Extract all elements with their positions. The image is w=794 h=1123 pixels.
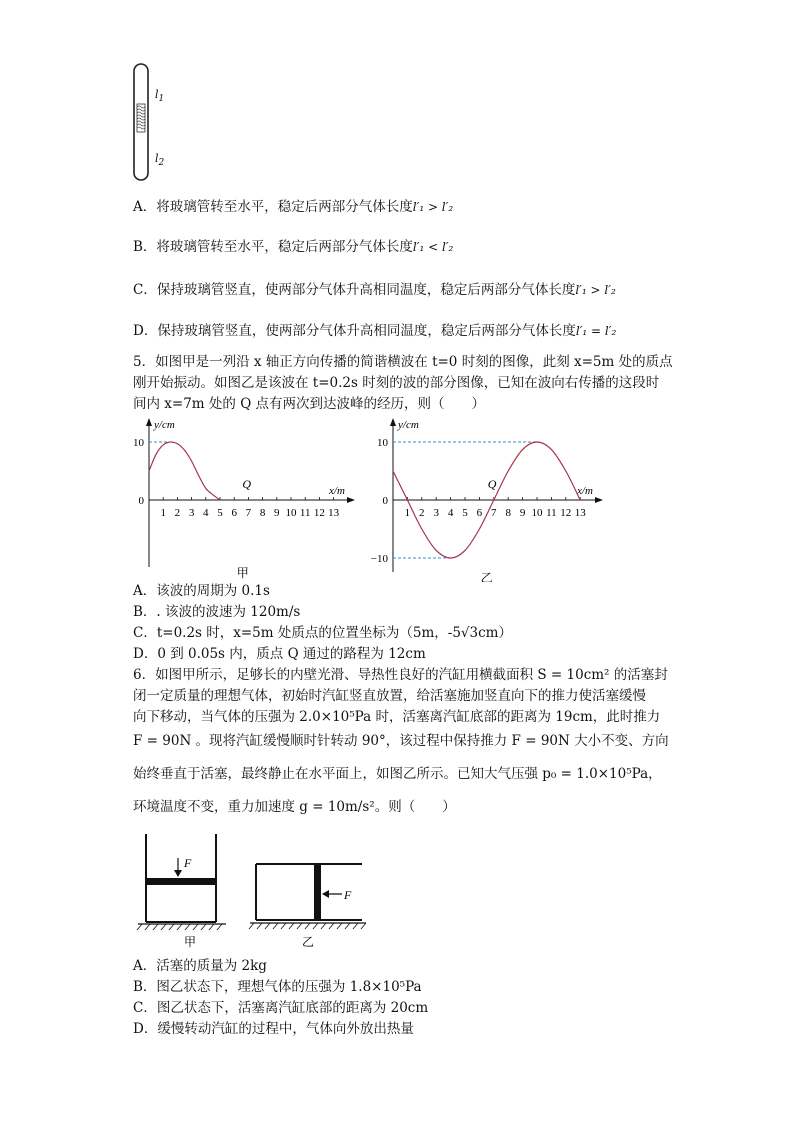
x-tick-label: 5 [217, 507, 223, 519]
q6-option-a: A．活塞的质量为 2kg [133, 958, 267, 974]
caption-yi: 乙 [302, 935, 315, 949]
y-axis-arrow [146, 418, 152, 426]
x-tick-label: 11 [299, 507, 311, 519]
q5-line-1: 5．如图甲是一列沿 x 轴正方向传播的简谐横波在 t=0 时刻的图像，此刻 x=5m 处的质点 [133, 354, 673, 370]
q6-stem [133, 665, 693, 818]
cylinder-jia [137, 834, 226, 949]
q4-option-c: C．保持玻璃管竖直，使两部分气体升高相同温度，稳定后两部分气体长度l′₁ > l′₂ [133, 282, 616, 298]
x-tick-label: 13 [328, 507, 340, 519]
x-tick-label: 1 [160, 507, 166, 519]
q6-option-c: C．图乙状态下，活塞离汽缸底部的距离为 20cm [133, 1000, 429, 1016]
x-tick-label: 4 [203, 507, 209, 519]
x-tick-label: 6 [231, 507, 237, 519]
y-tick-label: 0 [382, 495, 388, 507]
y-axis-label: y/cm [154, 419, 175, 431]
q6-line-2: 闭一定质量的理想气体，初始时汽缸竖直放置，给活塞施加竖直向下的推力使活塞缓慢 [133, 688, 646, 704]
x-tick-label: 2 [419, 507, 425, 519]
x-tick-label: 12 [313, 507, 325, 519]
x-axis-arrow [347, 497, 355, 503]
x-tick-label: 7 [491, 507, 497, 519]
force-label-yi: F [344, 888, 352, 902]
chart-caption: 乙 [480, 571, 493, 582]
x-axis-label: x/m [577, 485, 593, 497]
y-tick-label: 0 [138, 495, 144, 507]
q5-line-2: 刚开始振动。如图乙是该波在 t=0.2s 时刻的波的部分图像，已知在波向右传播的这段时 [133, 375, 660, 391]
q5-option-a: A．该波的周期为 0.1s [133, 583, 270, 599]
wave-chart-yi [365, 412, 615, 582]
x-tick-label: 10 [285, 507, 297, 519]
q4-option-b: B．将玻璃管转至水平，稳定后两部分气体长度l′₁ < l′₂ [133, 239, 454, 255]
q6-line-3: 向下移动，当气体的压强为 2.0×10⁵Pa 时，活塞离汽缸底部的距离为 19cm，此时推力 [133, 709, 661, 725]
y-axis-arrow [390, 418, 396, 426]
point-q-label: Q [242, 477, 252, 491]
x-axis-arrow [595, 497, 603, 503]
x-tick-label: 6 [476, 507, 483, 519]
q6-option-d: D．缓慢转动汽缸的过程中，气体向外放出热量 [133, 1021, 414, 1037]
q5-option-c: C．t=0.2s 时，x=5m 处质点的位置坐标为（5m，-5√3cm） [133, 625, 512, 641]
y-axis-label: y/cm [398, 419, 419, 431]
x-tick-label: 3 [433, 507, 439, 519]
wave-curve [149, 442, 220, 500]
y-tick-label: 10 [377, 437, 388, 449]
x-tick-label: 1 [404, 507, 411, 519]
q4-option-a: A．将玻璃管转至水平，稳定后两部分气体长度l′₁ > l′₂ [133, 199, 454, 215]
x-tick-label: 5 [462, 507, 468, 519]
x-tick-label: 2 [174, 507, 181, 519]
tube-figure [120, 60, 180, 185]
q6-line-1: 6．如图甲所示，足够长的内壁光滑、导热性良好的汽缸用横截面积 S = 10cm² 的活塞封 [133, 667, 668, 683]
x-axis-label: x/m [329, 485, 345, 497]
point-q-label: Q [487, 477, 497, 491]
x-tick-label: 7 [245, 507, 252, 519]
q6-line-5: 始终垂直于活塞，最终静止在水平面上，如图乙所示。已知大气压强 p₀ = 1.0×10⁵Pa， [133, 766, 662, 782]
x-tick-label: 11 [546, 507, 557, 519]
x-tick-label: 4 [447, 507, 454, 519]
x-tick-label: 8 [505, 507, 511, 519]
y-tick-label: −10 [370, 553, 388, 565]
q5-option-b: B．. 该波的波速为 120m/s [133, 604, 301, 620]
tube-label-l1: $l_1$ [155, 88, 165, 104]
force-label-jia: F [184, 856, 192, 870]
chart-caption: 甲 [236, 566, 249, 580]
tube-label-l2: $l_2$ [155, 152, 165, 168]
x-tick-label: 13 [574, 507, 586, 519]
q5-stem [133, 352, 693, 415]
x-tick-label: 12 [560, 507, 572, 519]
y-tick-label: 10 [133, 437, 144, 449]
x-tick-label: 9 [274, 507, 280, 519]
x-tick-label: 3 [188, 507, 195, 519]
x-tick-label: 8 [259, 507, 266, 519]
cylinder-figure [130, 830, 370, 950]
q4-option-d: D．保持玻璃管竖直，使两部分气体升高相同温度，稳定后两部分气体长度l′₁ = l′₂ [133, 323, 617, 339]
x-tick-label: 10 [531, 507, 543, 519]
wave-chart-jia [130, 412, 365, 582]
cylinder-yi [249, 864, 366, 949]
q6-option-b: B．图乙状态下，理想气体的压强为 1.8×10⁵Pa [133, 979, 422, 995]
caption-jia: 甲 [184, 935, 197, 949]
q6-line-6: 环境温度不变，重力加速度 g = 10m/s²。则（ ） [133, 799, 456, 815]
x-tick-label: 9 [519, 507, 526, 519]
q5-option-d: D．0 到 0.05s 内，质点 Q 通过的路程为 12cm [133, 646, 426, 662]
q5-line-3: 间内 x=7m 处的 Q 点有两次到达波峰的经历，则（ ） [133, 396, 486, 412]
q6-line-4: F = 90N 。现将汽缸缓慢顺时针转动 90°，该过程中保持推力 F = 90N 大小不变、方向 [133, 733, 669, 749]
